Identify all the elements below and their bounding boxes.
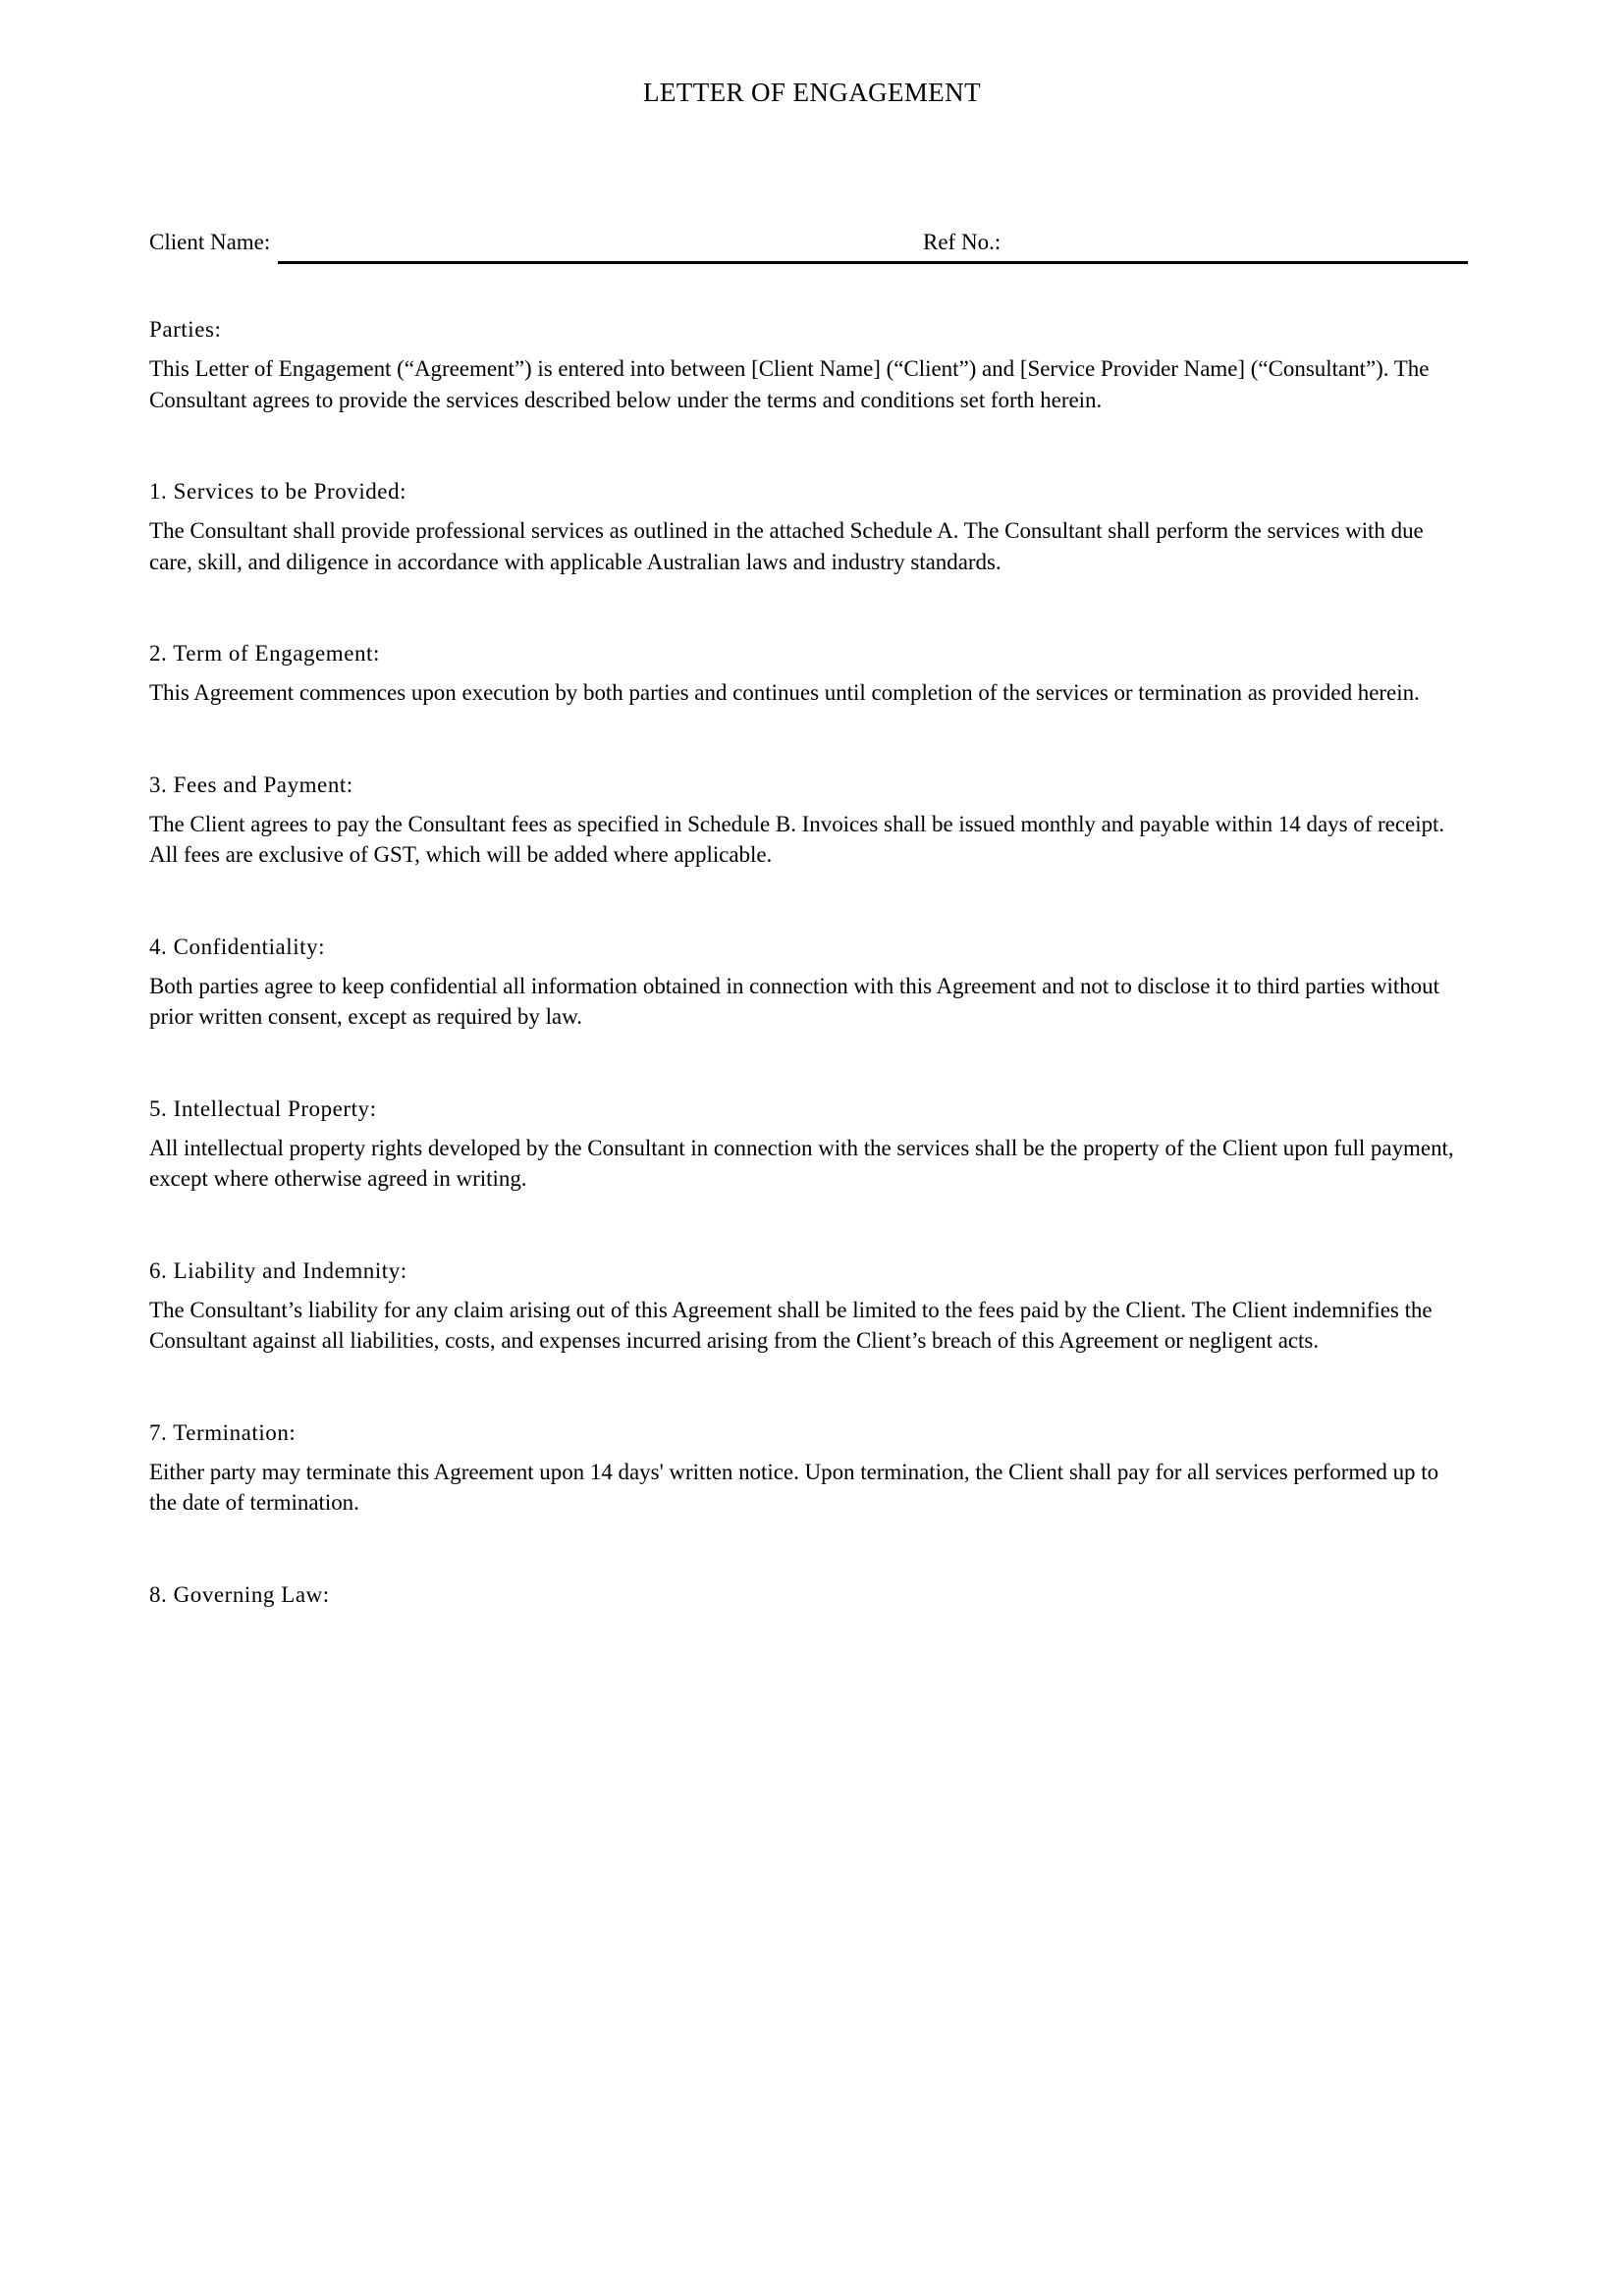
section-intellectual-property: [149, 1094, 1470, 1195]
ref-no-label: Ref No.:: [923, 230, 1001, 254]
section-heading: 3. Fees and Payment:: [149, 772, 353, 797]
section-heading: 6. Liability and Indemnity:: [149, 1257, 407, 1283]
section-termination: [149, 1417, 1470, 1519]
section-heading: 8. Governing Law:: [149, 1581, 330, 1607]
section-heading: 2. Term of Engagement:: [149, 641, 380, 666]
page-title: LETTER OF ENGAGEMENT: [643, 78, 981, 107]
section-confidentiality: [149, 932, 1470, 1033]
section-body: Both parties agree to keep confidential all information obtained in connection with this Agreement and not to disclose it to third parties without prior written consent, except as required by law.: [149, 973, 1439, 1029]
section-heading: 1. Services to be Provided:: [149, 479, 407, 504]
section-body: All intellectual property rights developed by the Consultant in connection with the services shall be the property of the Client upon full payment, except where otherwise agreed in writing.: [149, 1135, 1454, 1191]
section-liability-and-indemnity: [149, 1255, 1470, 1357]
section-heading: 5. Intellectual Property:: [149, 1095, 377, 1121]
section-heading: 4. Confidentiality:: [149, 934, 326, 959]
section-term-of-engagement: [149, 638, 1470, 709]
section-body: The Consultant shall provide professional services as outlined in the attached Schedule A. The Consultant shall perform the services with due care, skill, and diligence in accordance with applicable Australian laws and industry standards.: [149, 518, 1424, 574]
section-services-to-be-provided: [149, 476, 1470, 577]
section-body: The Client agrees to pay the Consultant fees as specified in Schedule B. Invoices shall be issued monthly and payable within 14 days of receipt. All fees are exclusive of GST, which will be added where applicable.: [149, 811, 1445, 867]
section-body: The Consultant’s liability for any claim arising out of this Agreement shall be limited to the fees paid by the Client. The Client indemnifies the Consultant against all liabilities, costs, and expenses incurred arising from the Client’s breach of this Agreement or negligent acts.: [149, 1297, 1433, 1353]
section-body: This Agreement commences upon execution by both parties and continues until completion of the services or termination as provided herein.: [149, 680, 1420, 705]
client-name-label: Client Name:: [149, 230, 271, 254]
section-fees-and-payment: [149, 770, 1470, 871]
section-parties: [149, 314, 1470, 415]
section-body: Either party may terminate this Agreement upon 14 days' written notice. Upon termination, the Client shall pay for all services performed up to the date of termination.: [149, 1459, 1439, 1515]
section-heading: 7. Termination:: [149, 1419, 297, 1445]
section-governing-law: [149, 1579, 1470, 1610]
document-body: [149, 314, 1470, 1619]
section-heading: Parties:: [149, 317, 222, 342]
header-underline-rule: [278, 261, 1468, 264]
section-body: This Letter of Engagement (“Agreement”) is entered into between [Client Name] (“Client”) and [Service Provider Name] (“Consultant”). The Consultant agrees to provide the services described below under the terms and conditions set forth herein.: [149, 356, 1430, 412]
